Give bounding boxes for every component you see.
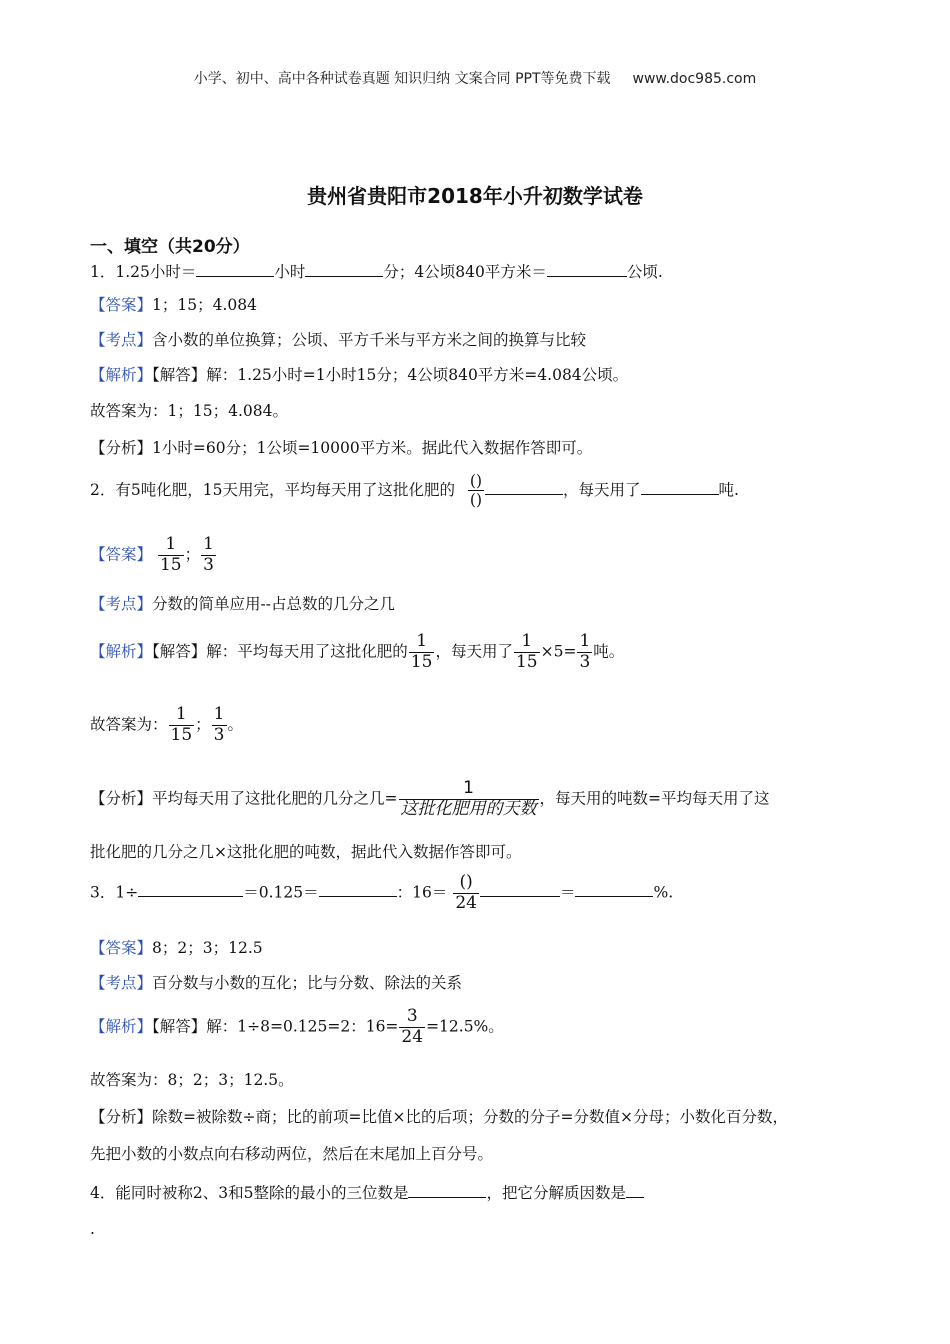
page-header [0, 68, 950, 88]
blank [547, 262, 627, 277]
paren-fraction [453, 874, 479, 913]
text-span: () [469, 491, 482, 510]
text-span: 15 [515, 651, 538, 672]
text-span: 分；4公顷840平方米＝ [383, 263, 547, 281]
blank [305, 262, 383, 277]
text-span: ，每天用了 [563, 480, 641, 499]
text-span: 3 [203, 554, 214, 575]
blank [626, 1183, 644, 1198]
text-span: () [469, 472, 482, 490]
q2-detail [90, 780, 770, 819]
q3-solution [90, 1008, 504, 1047]
text-span: 24 [401, 1026, 424, 1047]
text-span: ，把它分解质因数是 [486, 1184, 626, 1202]
label-tag: 【解析】 [90, 1017, 153, 1036]
text-span: ； [195, 715, 211, 734]
text-span: () [459, 872, 473, 892]
text-span: %. [653, 883, 674, 902]
text-span: 15 [410, 651, 433, 672]
text-span: 1 [463, 778, 474, 798]
text-span: ； [184, 545, 201, 564]
text-span: 1 [521, 631, 533, 651]
text-span: 15 [170, 724, 193, 745]
blank [138, 882, 243, 897]
q2-result [90, 706, 243, 745]
text-span: 【解答】 [152, 642, 207, 661]
text-span: ：16＝ [396, 883, 448, 902]
text-span: 1 [175, 704, 187, 724]
label-tag: 【答案】 [90, 296, 153, 314]
text-span: 2．有5吨化肥，15天用完，平均每天用了这批化肥的 [90, 480, 455, 499]
blank [319, 882, 397, 897]
text-span: 吨. [718, 480, 739, 499]
blank [575, 882, 653, 897]
text-span: ，每天用的吨数=平均每天用了这 [539, 789, 770, 808]
q1-question [90, 262, 663, 281]
section-heading: 一、填空（共20分） [90, 237, 250, 257]
text-span: ×5= [540, 642, 577, 661]
fraction [158, 536, 184, 575]
text-span: 公顷. [626, 263, 663, 281]
page-title: 贵州省贵阳市2018年小升初数学试卷 [307, 184, 643, 208]
text-span: 3 [579, 651, 591, 672]
label-tag: 【考点】 [90, 331, 153, 349]
q4-question [90, 1183, 644, 1202]
paren-fraction [468, 473, 484, 509]
q2-question [90, 473, 739, 509]
text-span: 8；2；3；12.5 [152, 939, 263, 957]
label-tag: 【考点】 [90, 595, 153, 613]
text-span: 含小数的单位换算；公顷、平方千米与平方米之间的换算与比较 [152, 331, 587, 349]
text-span: 解：平均每天用了这批化肥的 [206, 642, 408, 661]
label-tag: 【解析】 [90, 642, 153, 661]
text-span: 1．1.25小时＝ [90, 263, 197, 281]
header-text: 小学、初中、高中各种试卷真题 知识归纳 文案合同 PPT等免费下载 [193, 71, 611, 87]
text-span: 。 [227, 715, 244, 734]
text-span: =12.5%。 [426, 1017, 504, 1036]
q3-detail-cont: 先把小数的小数点向右移动两位，然后在末尾加上百分号。 [90, 1145, 494, 1163]
q1-result: 故答案为：1；15；4.084。 [90, 402, 288, 420]
text-span: 3．1÷ [90, 883, 139, 902]
text-span: 平均每天用了这批化肥的几分之几= [152, 789, 398, 808]
text-span: 解：1÷8=0.125=2：16= [206, 1017, 399, 1036]
q3-question [90, 874, 673, 913]
text-span: 故答案为： [90, 715, 168, 734]
text-span: 4．能同时被称2、3和5整除的最小的三位数是 [90, 1184, 409, 1202]
q3-result: 故答案为：8；2；3；12.5。 [90, 1071, 294, 1089]
text-span: 3 [213, 724, 225, 745]
text-span: 1 [203, 534, 214, 554]
header-site[interactable]: www.doc985.com [632, 71, 757, 87]
text-span: 1；15；4.084 [152, 296, 257, 314]
q1-point [90, 333, 586, 349]
q3-point [90, 976, 462, 992]
blank [480, 882, 560, 897]
blank [485, 480, 563, 495]
fraction [399, 1008, 425, 1047]
label-tag: 【解析】 [90, 366, 153, 384]
text-span: 1 [416, 631, 428, 651]
text-span: 【分析】 [90, 439, 153, 457]
q2-answer [90, 536, 217, 575]
blank [641, 480, 719, 495]
text-span: ，每天用了 [435, 642, 513, 661]
text-span: 分数的简单应用--占总数的几分之几 [152, 595, 395, 613]
text-span: 【解答】 [152, 366, 207, 384]
text-span: 解：1.25小时=1小时15分；4公顷840平方米=4.084公顷。 [206, 366, 629, 384]
text-span: 24 [455, 892, 477, 913]
fraction [201, 536, 216, 575]
text-span: 1小时=60分；1公顷=10000平方米。据此代入数据作答即可。 [152, 439, 593, 457]
q4-period: . [90, 1220, 95, 1238]
blank [408, 1183, 486, 1198]
text-span: 除数=被除数÷商；比的前项=比值×比的后项；分数的分子=分数值×分母；小数化百分数， [152, 1108, 788, 1126]
fraction [212, 706, 227, 745]
q2-solution [90, 633, 624, 672]
text-span: 小时 [274, 263, 306, 281]
blank [196, 262, 274, 277]
q3-answer [90, 941, 263, 957]
text-span: 【分析】 [90, 1108, 153, 1126]
q2-detail-cont: 批化肥的几分之几×这批化肥的吨数，据此代入数据作答即可。 [90, 843, 522, 861]
q1-answer [90, 298, 257, 314]
text-span: ＝0.125＝ [243, 883, 319, 902]
label-tag: 【答案】 [90, 545, 153, 564]
text-span: 15 [159, 554, 182, 575]
q1-detail [90, 441, 592, 457]
text-span: 【解答】 [152, 1017, 207, 1036]
q3-detail [90, 1110, 788, 1126]
text-span: 1 [213, 704, 225, 724]
text-span: 3 [406, 1006, 418, 1026]
text-span: ＝ [559, 883, 576, 902]
fraction [514, 633, 540, 672]
label-tag: 【答案】 [90, 939, 153, 957]
fraction [169, 706, 195, 745]
text-span: 这批化肥用的天数 [400, 798, 537, 819]
fraction [409, 633, 435, 672]
text-span: 1 [579, 631, 591, 651]
q1-solution [90, 368, 628, 384]
text-span: 1 [165, 534, 177, 554]
text-span: 吨。 [593, 642, 625, 661]
text-span: 【分析】 [90, 789, 153, 808]
q2-point [90, 597, 395, 613]
text-span: 百分数与小数的互化；比与分数、除法的关系 [152, 974, 463, 992]
label-tag: 【考点】 [90, 974, 153, 992]
fraction [399, 780, 539, 819]
fraction [577, 633, 592, 672]
